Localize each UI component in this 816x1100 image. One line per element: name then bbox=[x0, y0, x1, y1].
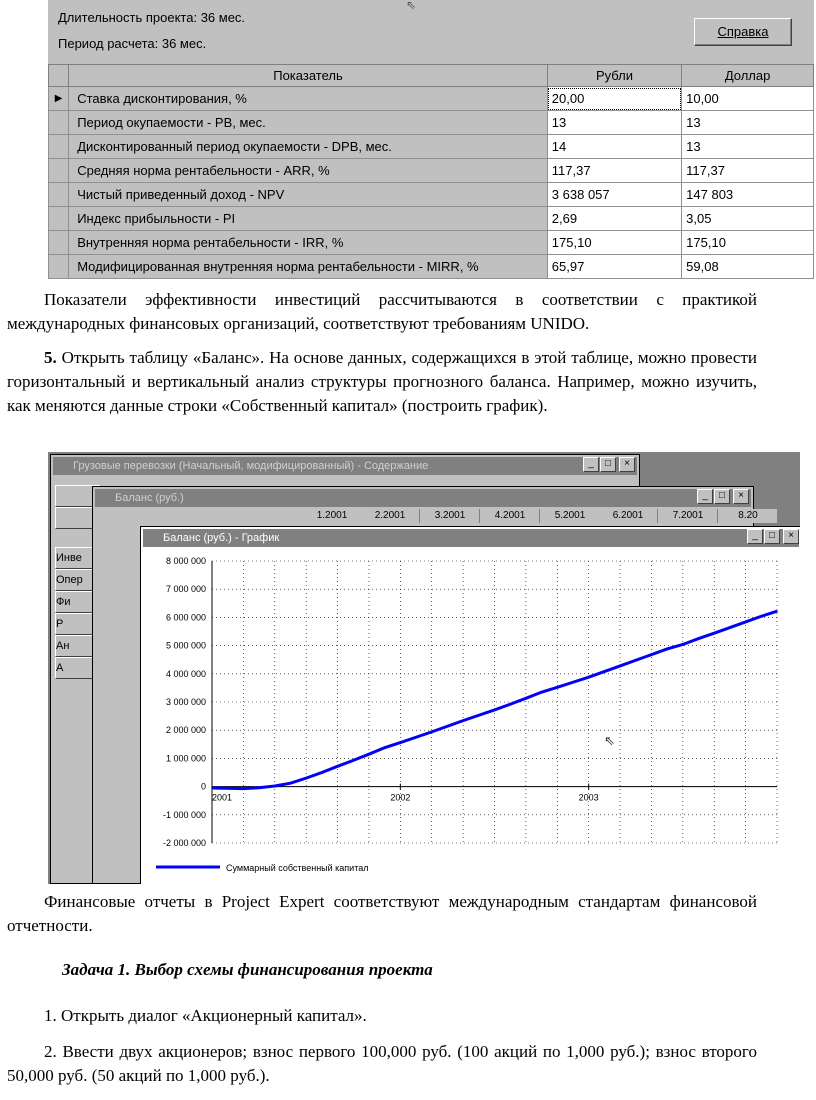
data-point bbox=[588, 676, 590, 678]
data-point bbox=[745, 621, 747, 623]
data-point bbox=[321, 772, 323, 774]
rubles-value[interactable]: 175,10 bbox=[547, 231, 681, 255]
data-point bbox=[258, 787, 260, 789]
step-number: 5. bbox=[44, 348, 57, 367]
y-tick-label: 3 000 000 bbox=[165, 697, 206, 707]
row-marker bbox=[49, 255, 69, 279]
y-tick-label: 8 000 000 bbox=[165, 556, 206, 566]
table-row[interactable] bbox=[49, 183, 814, 207]
table-row[interactable] bbox=[49, 231, 814, 255]
table-row[interactable] bbox=[49, 159, 814, 183]
dollar-value[interactable]: 13 bbox=[682, 135, 814, 159]
step-text: Открыть таблицу «Баланс». На основе данных, содержащихся в этой таблице, можно провести горизонтальный и вертикальный анализ структуры прогнозного баланса. Например, можно изучить, как меняются данные строки «Собственный капитал» (построить график). bbox=[7, 348, 757, 415]
row-marker bbox=[49, 207, 69, 231]
data-point bbox=[447, 725, 449, 727]
minimize-icon[interactable]: _ bbox=[697, 489, 713, 504]
y-tick-label: 2 000 000 bbox=[165, 725, 206, 736]
dollar-value[interactable]: 3,05 bbox=[682, 207, 814, 231]
indicator-name: Дисконтированный период окупаемости - DPB, мес. bbox=[69, 135, 548, 159]
indicator-name: Индекс прибыльности - PI bbox=[69, 207, 548, 231]
row-marker bbox=[49, 231, 69, 255]
data-point bbox=[337, 765, 339, 767]
side-button-a[interactable]: А bbox=[55, 657, 101, 679]
step-open-dialog: 1. Открыть диалог «Акционерный капитал». bbox=[44, 1006, 367, 1025]
dollar-value[interactable]: 147 803 bbox=[682, 183, 814, 207]
data-point bbox=[729, 627, 731, 629]
balance-column-header[interactable]: 3.2001 bbox=[421, 509, 480, 523]
data-point bbox=[243, 788, 245, 790]
dollar-value[interactable]: 175,10 bbox=[682, 231, 814, 255]
mouse-cursor-icon: ⇖ bbox=[604, 733, 615, 748]
calculation-period-label: Период расчета: 36 мес. bbox=[58, 36, 207, 51]
rubles-value[interactable]: 14 bbox=[547, 135, 681, 159]
data-point bbox=[776, 610, 778, 612]
rubles-value[interactable]: 117,37 bbox=[547, 159, 681, 183]
data-point bbox=[494, 709, 496, 711]
maximize-icon[interactable]: □ bbox=[714, 489, 730, 504]
close-icon[interactable]: × bbox=[733, 489, 749, 504]
content-window-title: Грузовые перевозки (Начальный, модифицированный) - Содержание bbox=[53, 457, 637, 475]
data-point bbox=[431, 731, 433, 733]
maximize-icon[interactable]: □ bbox=[764, 529, 780, 544]
indicator-name: Модифицированная внутренняя норма рентабельности - MIRR, % bbox=[69, 255, 548, 279]
data-point bbox=[713, 632, 715, 634]
dollar-value[interactable]: 117,37 bbox=[682, 159, 814, 183]
minimize-icon[interactable]: _ bbox=[583, 457, 599, 472]
balance-column-header[interactable]: 8.20 bbox=[719, 509, 778, 523]
data-point bbox=[619, 665, 621, 667]
rubles-value[interactable]: 20,00 bbox=[547, 87, 681, 111]
dollar-value[interactable]: 13 bbox=[682, 111, 814, 135]
efficiency-dialog bbox=[48, 0, 814, 278]
data-point bbox=[604, 671, 606, 673]
row-marker: ▶ bbox=[49, 87, 69, 111]
x-tick-label: 2002 bbox=[390, 792, 411, 803]
balance-column-header[interactable]: 4.2001 bbox=[481, 509, 540, 523]
indicators-table bbox=[48, 64, 814, 279]
paragraph-financial-reports: Финансовые отчеты в Project Expert соответствуют международным стандартам финансовой отчетности. bbox=[7, 892, 757, 935]
row-marker bbox=[49, 135, 69, 159]
project-expert-screenshot bbox=[48, 452, 800, 884]
row-marker bbox=[49, 159, 69, 183]
paragraph-efficiency: Показатели эффективности инвестиций рассчитываются в соответствии с практикой международных финансовых организаций, соответствуют требованиям UNIDO. bbox=[7, 290, 757, 333]
rubles-value[interactable]: 65,97 bbox=[547, 255, 681, 279]
table-row[interactable] bbox=[49, 207, 814, 231]
y-tick-label: 6 000 000 bbox=[165, 612, 206, 623]
side-button-results[interactable]: Р bbox=[55, 613, 101, 635]
dollar-value[interactable]: 10,00 bbox=[682, 87, 814, 111]
data-point bbox=[305, 777, 307, 779]
rubles-value[interactable]: 2,69 bbox=[547, 207, 681, 231]
paragraph-balance-step bbox=[7, 346, 757, 418]
data-point bbox=[698, 638, 700, 640]
column-header-rubles[interactable]: Рубли bbox=[547, 65, 681, 87]
balance-column-header[interactable]: 2.2001 bbox=[361, 509, 420, 523]
balance-window-title: Баланс (руб.) bbox=[95, 489, 751, 507]
table-row[interactable] bbox=[49, 87, 814, 111]
indicator-name: Чистый приведенный доход - NPV bbox=[69, 183, 548, 207]
table-row[interactable] bbox=[49, 255, 814, 279]
chart-window-title: Баланс (руб.) - График bbox=[143, 529, 799, 547]
row-marker bbox=[49, 111, 69, 135]
data-point bbox=[572, 681, 574, 683]
y-tick-label: -1 000 000 bbox=[162, 809, 206, 820]
data-point bbox=[666, 648, 668, 650]
data-point bbox=[635, 659, 637, 661]
balance-column-header[interactable]: 7.2001 bbox=[659, 509, 718, 523]
project-duration-label: Длительность проекта: 36 мес. bbox=[58, 10, 246, 25]
table-row[interactable] bbox=[49, 111, 814, 135]
y-tick-label: 4 000 000 bbox=[165, 668, 206, 679]
side-button-investment[interactable]: Инве bbox=[55, 547, 101, 569]
data-point bbox=[368, 753, 370, 755]
data-point bbox=[556, 687, 558, 689]
y-tick-label: -2 000 000 bbox=[162, 838, 206, 848]
dollar-value[interactable]: 59,08 bbox=[682, 255, 814, 279]
data-point bbox=[509, 703, 511, 705]
data-point bbox=[290, 782, 292, 784]
table-row[interactable] bbox=[49, 135, 814, 159]
data-point bbox=[651, 654, 653, 656]
side-button-finance[interactable]: Фи bbox=[55, 591, 101, 613]
balance-column-header[interactable]: 6.2001 bbox=[599, 509, 658, 523]
data-point bbox=[761, 615, 763, 617]
indicator-name: Средняя норма рентабельности - ARR, % bbox=[69, 159, 548, 183]
data-point bbox=[415, 736, 417, 738]
rubles-value[interactable]: 3 638 057 bbox=[547, 183, 681, 207]
minimize-icon[interactable]: _ bbox=[747, 529, 763, 544]
mouse-cursor-icon: ⇖ bbox=[406, 0, 417, 12]
close-icon[interactable]: × bbox=[619, 457, 635, 472]
data-point bbox=[211, 787, 213, 789]
x-tick-label: 2003 bbox=[578, 792, 599, 803]
indicator-name: Ставка дисконтирования, % bbox=[69, 87, 548, 111]
data-point bbox=[682, 644, 684, 646]
y-tick-label: 5 000 000 bbox=[165, 640, 206, 651]
data-point bbox=[478, 714, 480, 716]
x-tick-label: 2001 bbox=[212, 792, 233, 803]
data-point bbox=[541, 691, 543, 693]
column-header-dollar[interactable]: Доллар bbox=[682, 65, 814, 87]
help-button[interactable]: Справка bbox=[694, 18, 792, 46]
chart-window bbox=[140, 526, 800, 884]
data-point bbox=[274, 785, 276, 787]
data-point bbox=[384, 747, 386, 749]
rubles-value[interactable]: 13 bbox=[547, 111, 681, 135]
close-icon[interactable]: × bbox=[783, 529, 799, 544]
data-point bbox=[400, 742, 402, 744]
data-point bbox=[352, 760, 354, 762]
data-point bbox=[525, 698, 527, 700]
indicator-name: Внутренняя норма рентабельности - IRR, % bbox=[69, 231, 548, 255]
balance-line-chart bbox=[142, 549, 798, 883]
side-button-analysis[interactable]: Ан bbox=[55, 635, 101, 657]
y-tick-label: 7 000 000 bbox=[165, 584, 206, 595]
y-tick-label: 0 bbox=[200, 781, 206, 792]
task-heading: Задача 1. Выбор схемы финансирования проекта bbox=[62, 960, 433, 979]
y-tick-label: 1 000 000 bbox=[165, 753, 206, 764]
row-marker bbox=[49, 183, 69, 207]
row-marker-header bbox=[49, 65, 69, 87]
column-header-indicator[interactable]: Показатель bbox=[69, 65, 548, 87]
balance-column-header[interactable]: 1.2001 bbox=[303, 509, 362, 523]
legend-label-own-capital: Суммарный собственный капитал bbox=[226, 863, 369, 873]
indicator-name: Период окупаемости - PB, мес. bbox=[69, 111, 548, 135]
step-enter-shareholders: 2. Ввести двух акционеров; взнос первого 100,000 руб. (100 акций по 1,000 руб.); взнос второго 50,000 руб. (50 акций по 1,000 руб.). bbox=[7, 1042, 757, 1085]
balance-column-header[interactable]: 5.2001 bbox=[541, 509, 600, 523]
maximize-icon[interactable]: □ bbox=[600, 457, 616, 472]
data-point bbox=[462, 720, 464, 722]
side-button-operations[interactable]: Опер bbox=[55, 569, 101, 591]
